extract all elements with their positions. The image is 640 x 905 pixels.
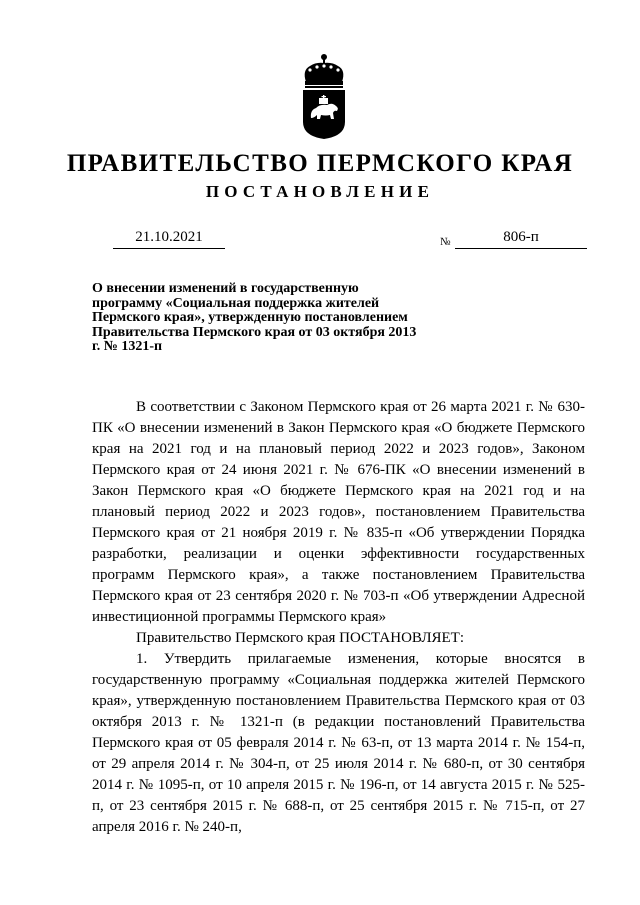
document-body bbox=[92, 397, 585, 838]
body-paragraph: Правительство Пермского края ПОСТАНОВЛЯЕТ: bbox=[136, 630, 465, 646]
body-paragraph: 1. Утвердить прилагаемые изменения, которые вносятся в государственную программу «Социальная поддержка жителей Пермского края», утвержденную постановлением Правительства Пермского края от 03 октября 2013 г. № 1321-п (в редакции постановлений Правительства Пермского края от 05 февраля 2014 г. № 63-п, от 13 марта 2014 г. № 154-п, от 29 апреля 2014 г. № 304-п, от 25 июля 2014 г. № 680-п, от 30 сентября 2014 г. № 1095-п, от 10 апреля 2015 г. № 196-п, от 14 августа 2015 г. № 525-п, от 23 сентября 2015 г. № 688-п, от 25 сентября 2015 г. № 715-п, от 27 апреля 2016 г. № 240-п, bbox=[92, 651, 585, 835]
number-label: № bbox=[440, 236, 451, 248]
document-date: 21.10.2021 bbox=[113, 228, 225, 249]
perm-krai-coat-of-arms-icon bbox=[296, 52, 352, 140]
document-number: 806-п bbox=[455, 228, 587, 249]
government-title: ПРАВИТЕЛЬСТВО ПЕРМСКОГО КРАЯ bbox=[66, 150, 574, 177]
document-type: ПОСТАНОВЛЕНИЕ bbox=[205, 182, 435, 201]
document-subject: О внесении изменений в государственную программу «Социальная поддержка жителей Пермского края», утвержденную постановлением Правительства Пермского края от 03 октября 2013 г. № 1321-п bbox=[92, 281, 417, 355]
body-paragraph: В соответствии с Законом Пермского края от 26 марта 2021 г. № 630-ПК «О внесении изменений в Закон Пермского края «О бюджете Пермского края на 2021 год и на плановый период 2022 и 2023 годов», Законом Пермского края от 24 июня 2021 г. № 676-ПК «О внесении изменений в Закон Пермского края «О бюджете Пермского края на 2021 год и на плановый период 2022 и 2023 годов», постановлением Правительства Пермского края от 21 ноября 2019 г. № 835-п «Об утверждении Порядка разработки, реализации и оценки эффективности государственных программ Пермского края», а также постановлением Правительства Пермского края от 23 сентября 2020 г. № 703-п «Об утверждении Адресной инвестиционной программы Пермского края» bbox=[92, 399, 585, 625]
